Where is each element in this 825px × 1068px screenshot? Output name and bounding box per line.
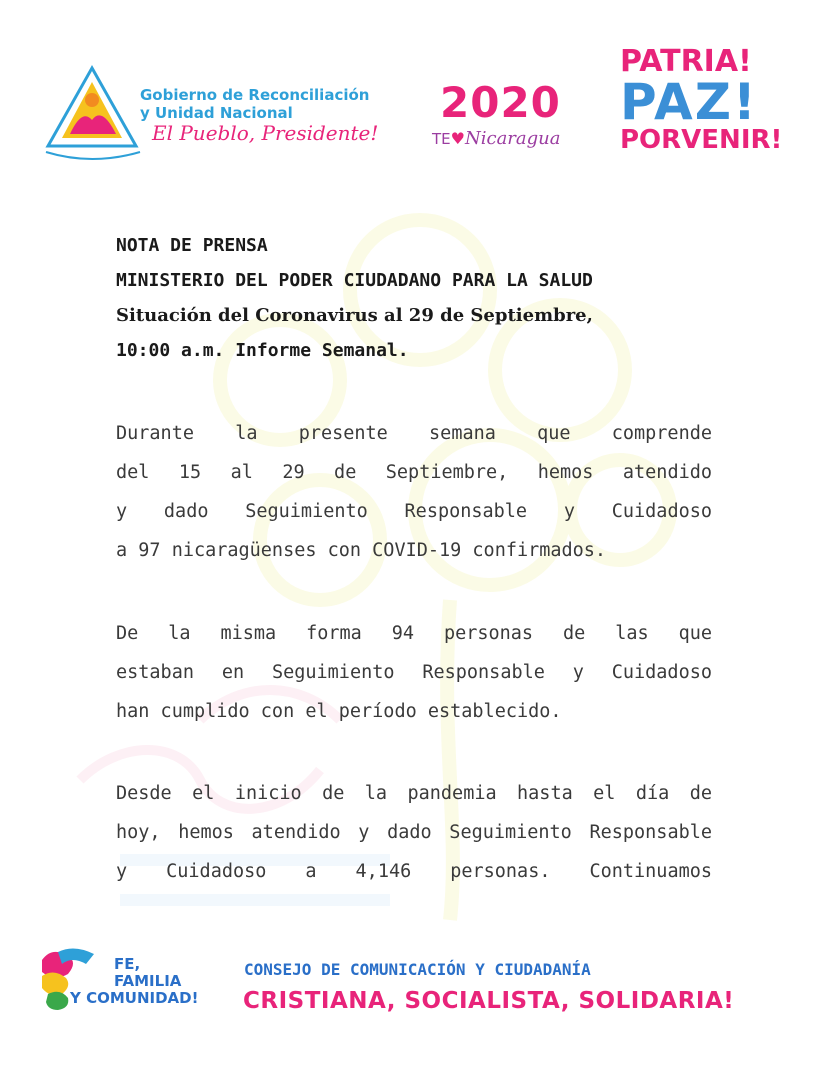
footer-familia: FAMILIA	[114, 972, 182, 990]
footer-motto: CRISTIANA, SOCIALISTA, SOLIDARIA!	[243, 988, 735, 1014]
paragraph-completed-followup	[116, 614, 712, 731]
government-name-line1: Gobierno de Reconciliación	[140, 86, 370, 104]
year-logo-country: Nicaragua	[464, 128, 561, 149]
paragraph-line: y Cuidadoso a 4,146 personas. Continuamos	[116, 861, 712, 882]
paragraph-line: Desde el inicio de la pandemia hasta el día de	[116, 783, 712, 804]
title-ministry: MINISTERIO DEL PODER CIUDADANO PARA LA SALUD	[116, 270, 593, 291]
paragraph-line: y dado Seguimiento Responsable y Cuidadoso	[116, 501, 712, 522]
year-logo-te: TE	[432, 130, 451, 148]
paragraph-line: De la misma forma 94 personas de las que	[116, 623, 712, 644]
government-name-line2: y Unidad Nacional	[140, 104, 293, 122]
paragraph-line: hoy, hemos atendido y dado Seguimiento Responsable	[116, 822, 712, 843]
year-logo: 2020	[440, 78, 561, 127]
government-logo-icon	[40, 62, 145, 162]
year-logo-subtitle	[432, 128, 561, 149]
paragraph-line: del 15 al 29 de Septiembre, hemos atendido	[116, 462, 712, 483]
title-situation: Situación del Coronavirus al 29 de Septiembre,	[116, 305, 593, 326]
council-name: CONSEJO DE COMUNICACIÓN Y CIUDADANÍA	[244, 960, 591, 979]
family-community-text	[66, 956, 198, 1007]
paragraph-total-cases	[116, 774, 712, 891]
government-slogan: El Pueblo, Presidente!	[152, 121, 379, 145]
title-report: 10:00 a.m. Informe Semanal.	[116, 340, 409, 361]
logo-patria: PATRIA!	[620, 44, 752, 79]
government-name	[140, 86, 369, 122]
footer-fe: FE,	[114, 955, 141, 973]
footer-comunidad: Y COMUNIDAD!	[70, 989, 199, 1007]
title-nota-de-prensa: NOTA DE PRENSA	[116, 235, 268, 256]
letterhead	[0, 0, 825, 190]
logo-paz: PAZ!	[620, 73, 758, 131]
paragraph-weekly-cases	[116, 414, 712, 570]
logo-porvenir: PORVENIR!	[620, 125, 783, 155]
patria-paz-porvenir-logo	[620, 44, 783, 155]
press-release-title	[116, 228, 593, 368]
paragraph-line: Durante la presente semana que comprende	[116, 423, 712, 444]
paragraph-line: a 97 nicaragüenses con COVID-19 confirmados.	[116, 540, 607, 561]
paragraph-line: han cumplido con el período establecido.	[116, 701, 562, 722]
paragraph-line: estaban en Seguimiento Responsable y Cuidadoso	[116, 662, 712, 683]
heart-icon: ♥	[450, 129, 465, 148]
